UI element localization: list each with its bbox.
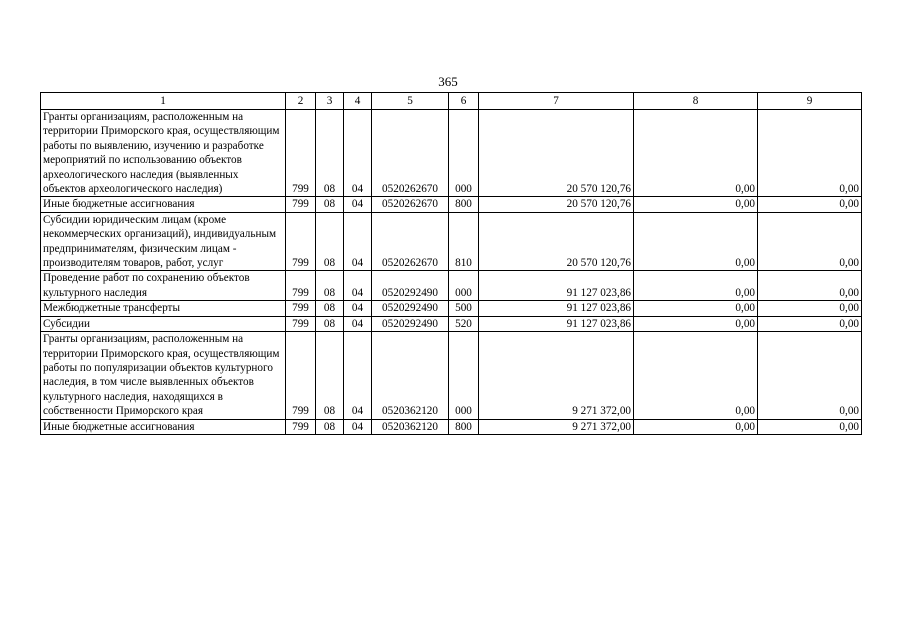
subsection-code: 04: [344, 316, 372, 331]
ministry-code: 799: [286, 301, 316, 316]
table-row: [41, 271, 862, 301]
expense-type-code: 000: [449, 110, 479, 197]
ministry-code: 799: [286, 316, 316, 331]
section-code: 08: [316, 197, 344, 212]
expense-type-code: 000: [449, 271, 479, 301]
section-code: 08: [316, 332, 344, 419]
column-header: 3: [316, 93, 344, 110]
expense-type-code: 500: [449, 301, 479, 316]
target-article-code: 0520362120: [372, 419, 449, 434]
item-name: Субсидии юридическим лицам (кроме некоммерческих организаций), индивидуальным предпринимателям, физическим лицам - производителям товаров, работ, услуг: [41, 212, 286, 271]
table-row: [41, 212, 862, 271]
target-article-code: 0520262670: [372, 110, 449, 197]
page-number: 365: [438, 74, 458, 89]
amount-col8: 0,00: [634, 316, 758, 331]
subsection-code: 04: [344, 110, 372, 197]
budget-table: [40, 92, 862, 435]
header-row: [41, 93, 862, 110]
amount-col7: 91 127 023,86: [479, 316, 634, 331]
item-name: Гранты организациям, расположенным на территории Приморского края, осуществляющим работы по популяризации объектов культурного наследия, в том числе выявленных объектов культурного наследия, находящихся в собственности Приморского края: [41, 332, 286, 419]
target-article-code: 0520262670: [372, 212, 449, 271]
section-code: 08: [316, 419, 344, 434]
ministry-code: 799: [286, 271, 316, 301]
item-name: Субсидии: [41, 316, 286, 331]
amount-col8: 0,00: [634, 212, 758, 271]
amount-col8: 0,00: [634, 197, 758, 212]
column-header: 2: [286, 93, 316, 110]
subsection-code: 04: [344, 332, 372, 419]
amount-col9: 0,00: [758, 332, 862, 419]
amount-col9: 0,00: [758, 271, 862, 301]
section-code: 08: [316, 316, 344, 331]
ministry-code: 799: [286, 419, 316, 434]
ministry-code: 799: [286, 212, 316, 271]
expense-type-code: 810: [449, 212, 479, 271]
ministry-code: 799: [286, 332, 316, 419]
column-header: 1: [41, 93, 286, 110]
section-code: 08: [316, 271, 344, 301]
amount-col7: 9 271 372,00: [479, 419, 634, 434]
item-name: Проведение работ по сохранению объектов культурного наследия: [41, 271, 286, 301]
amount-col7: 20 570 120,76: [479, 197, 634, 212]
amount-col9: 0,00: [758, 110, 862, 197]
item-name: Межбюджетные трансферты: [41, 301, 286, 316]
table-row: [41, 301, 862, 316]
target-article-code: 0520292490: [372, 316, 449, 331]
amount-col9: 0,00: [758, 316, 862, 331]
subsection-code: 04: [344, 212, 372, 271]
amount-col8: 0,00: [634, 419, 758, 434]
target-article-code: 0520292490: [372, 271, 449, 301]
amount-col8: 0,00: [634, 110, 758, 197]
amount-col7: 20 570 120,76: [479, 110, 634, 197]
column-header: 8: [634, 93, 758, 110]
target-article-code: 0520292490: [372, 301, 449, 316]
section-code: 08: [316, 301, 344, 316]
column-header: 9: [758, 93, 862, 110]
expense-type-code: 800: [449, 419, 479, 434]
expense-type-code: 000: [449, 332, 479, 419]
amount-col9: 0,00: [758, 197, 862, 212]
amount-col7: 91 127 023,86: [479, 271, 634, 301]
amount-col8: 0,00: [634, 301, 758, 316]
column-header: 7: [479, 93, 634, 110]
amount-col9: 0,00: [758, 301, 862, 316]
target-article-code: 0520362120: [372, 332, 449, 419]
table-row: [41, 110, 862, 197]
column-header: 5: [372, 93, 449, 110]
subsection-code: 04: [344, 419, 372, 434]
item-name: Гранты организациям, расположенным на территории Приморского края, осуществляющим работы по выявлению, изучению и разработке мероприятий по использованию объектов археологического наследия (выявленных объектов археологического наследия): [41, 110, 286, 197]
item-name: Иные бюджетные ассигнования: [41, 419, 286, 434]
subsection-code: 04: [344, 271, 372, 301]
section-code: 08: [316, 212, 344, 271]
ministry-code: 799: [286, 197, 316, 212]
amount-col9: 0,00: [758, 419, 862, 434]
section-code: 08: [316, 110, 344, 197]
table-row: [41, 316, 862, 331]
expense-type-code: 520: [449, 316, 479, 331]
table-row: [41, 419, 862, 434]
amount-col7: 20 570 120,76: [479, 212, 634, 271]
expense-type-code: 800: [449, 197, 479, 212]
item-name: Иные бюджетные ассигнования: [41, 197, 286, 212]
column-header: 6: [449, 93, 479, 110]
table-row: [41, 332, 862, 419]
amount-col8: 0,00: [634, 332, 758, 419]
amount-col7: 9 271 372,00: [479, 332, 634, 419]
target-article-code: 0520262670: [372, 197, 449, 212]
table-row: [41, 197, 862, 212]
amount-col7: 91 127 023,86: [479, 301, 634, 316]
amount-col8: 0,00: [634, 271, 758, 301]
amount-col9: 0,00: [758, 212, 862, 271]
column-header: 4: [344, 93, 372, 110]
subsection-code: 04: [344, 197, 372, 212]
ministry-code: 799: [286, 110, 316, 197]
subsection-code: 04: [344, 301, 372, 316]
